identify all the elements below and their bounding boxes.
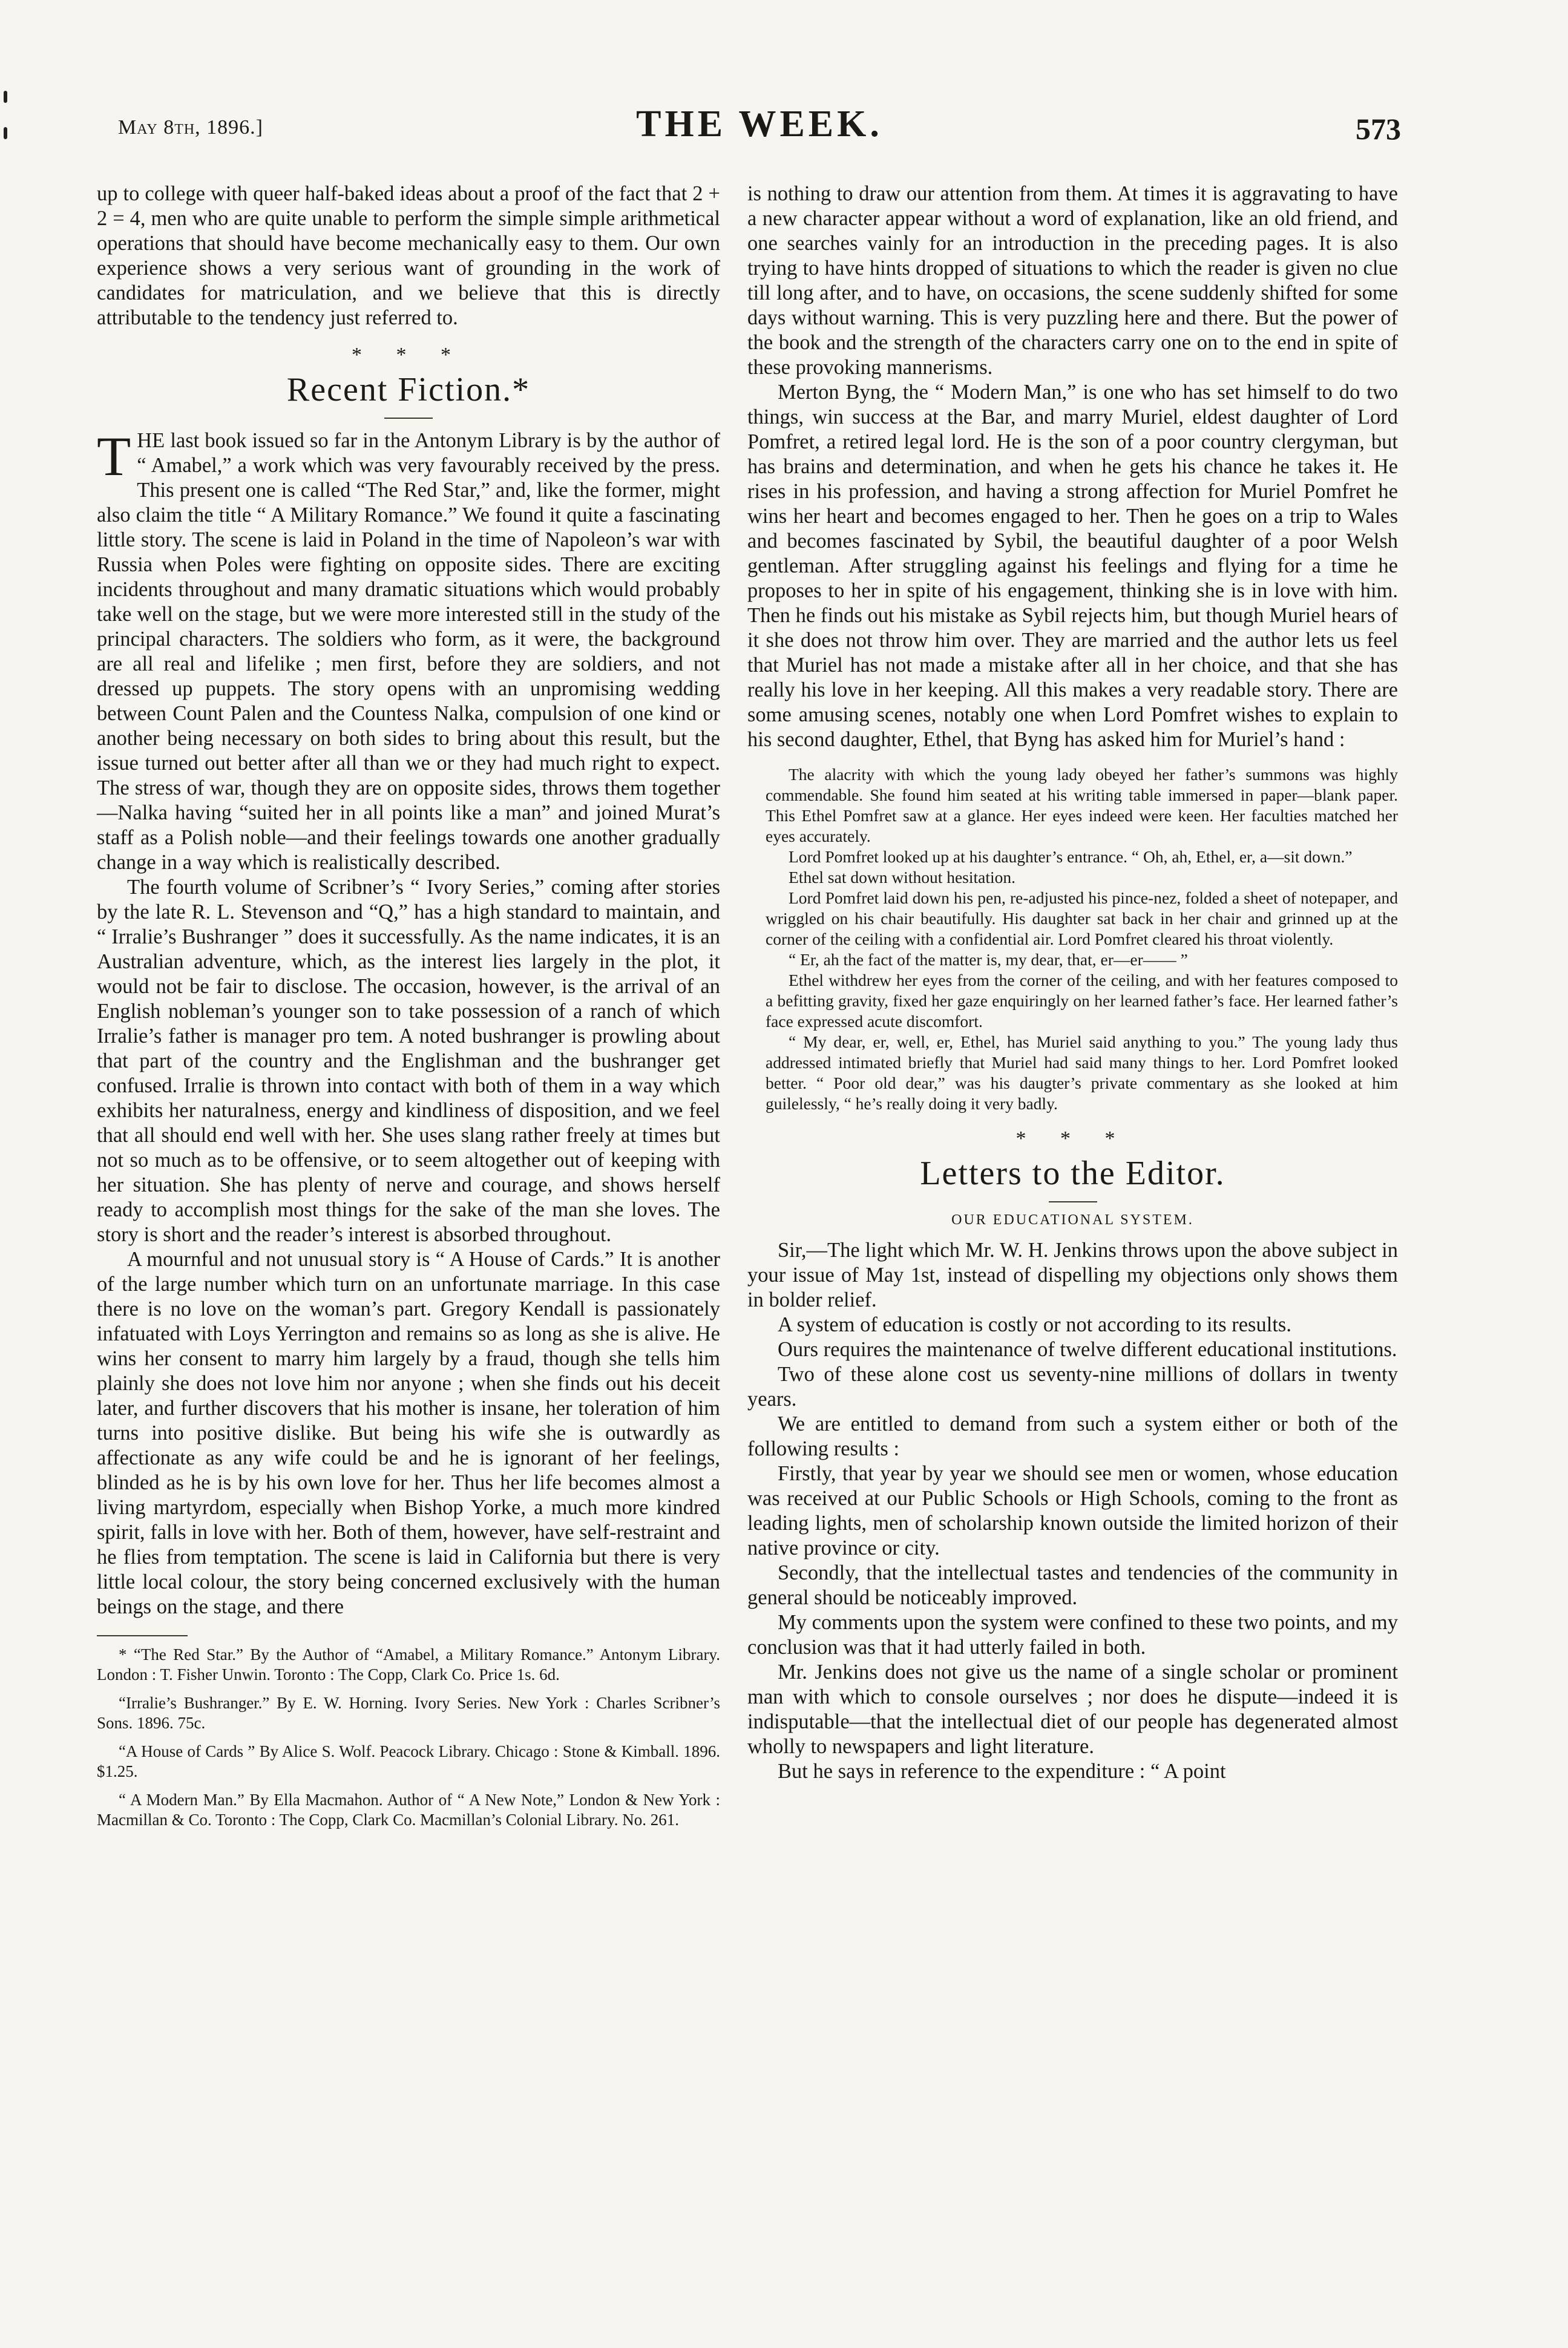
footnote: “A House of Cards ” By Alice S. Wolf. Peacock Library. Chicago : Stone & Kimball. 1896. $1.25. (97, 1742, 720, 1780)
binding-dot (4, 91, 7, 103)
page-header (118, 103, 1401, 157)
section-title-recent-fiction: Recent Fiction.* (286, 371, 531, 408)
masthead-title: THE WEEK. (636, 103, 883, 145)
letter-paragraph: Mr. Jenkins does not give us the name of a single scholar or prominent man with which to console ourselves ; nor does he dispute—indeed it is indisputable—that the intellectual diet of our people has degenerated almost wholly to newspapers and light literature. (747, 1661, 1398, 1758)
section-divider-stars: * * * (352, 344, 465, 366)
left-column (97, 182, 720, 1838)
footnote: “Irralie’s Bushranger.” By E. W. Horning. Ivory Series. New York : Charles Scribner’s Sons. 1896. 75c. (97, 1694, 720, 1732)
letter-paragraph: Secondly, that the intellectual tastes and tendencies of the community in general should be noticeably improved. (747, 1561, 1398, 1609)
footnote-rule (97, 1635, 188, 1636)
quote-paragraph: Ethel withdrew her eyes from the corner of the ceiling, and with her features composed to a befitting gravity, fixed her gaze enquiringly on her learned father’s face. Her learned father’s face expressed acute discomfort. (766, 971, 1398, 1031)
footnote: * “The Red Star.” By the Author of “Amabel, a Military Romance.” Antonym Library. London : T. Fisher Unwin. Toronto : The Copp, Clark Co. Price 1s. 6d. (97, 1645, 720, 1684)
quote-paragraph: “ Er, ah the fact of the matter is, my dear, that, er—er—— ” (789, 950, 1188, 969)
section-divider-stars: * * * (1015, 1127, 1130, 1150)
letter-paragraph: A system of education is costly or not according to its results. (778, 1313, 1291, 1336)
review-paragraph: A mournful and not unusual story is “ A House of Cards.” It is another of the large number which turn on an unfortunate marriage. In this case there is no love on the woman’s part. Gregory Kendall is passionately infatuated with Loys Yerrington and remains so as long as she is alive. He wins her consent to marry him largely by a fraud, though she tells him plainly she does not love him nor anyone ; when she finds out his deceit later, and further discovers that his mother is insane, her toleration of him turns into positive dislike. But being his wife she is outwardly as affectionate as any wife could be and he is ignorant of her feelings, blinded as he is by his own love for her. Thus her life becomes almost a living martyrdom, especially when Bishop Yorke, a much more kindred spirit, falls in love with her. Both of them, however, have self-restraint and he flies from temptation. The scene is laid in California but there is very little local colour, the story being concerned exclusively with the human beings on the stage, and there (97, 1248, 720, 1618)
quote-paragraph: Lord Pomfret looked up at his daughter’s entrance. “ Oh, ah, Ethel, er, a—sit down.” (789, 847, 1353, 866)
intro-paragraph: up to college with queer half-baked ideas about a proof of the fact that 2 + 2 = 4, men who are quite unable to perform the simple simple arithmetical operations that should have become mechanically easy to them. Our own experience shows a very serious want of grounding in the work of candidates for matriculation, and we believe that this is directly attributable to the tendency just referred to. (97, 182, 720, 329)
issue-date: May 8th, 1896.] (118, 116, 264, 139)
letter-paragraph: Sir,—The light which Mr. W. H. Jenkins throws upon the above subject in your issue of May 1st, instead of dispelling my objections only shows them in bolder relief. (747, 1239, 1398, 1311)
review-body (97, 425, 720, 875)
quote-paragraph: The alacrity with which the young lady obeyed her father’s summons was highly commendable. She found him seated at his writing table immersed in paper—blank paper. This Ethel Pomfret saw at a glance. Her eyes indeed were keen. Her faculties matched her eyes accurately. (766, 765, 1398, 845)
section-title-letters: Letters to the Editor. (920, 1155, 1225, 1192)
letter-paragraph: Ours requires the maintenance of twelve different educational institutions. (778, 1338, 1397, 1361)
quote-paragraph: “ My dear, er, well, er, Ethel, has Muriel said anything to you.” The young lady thus addressed intimated briefly that Muriel had said many things to her. Lord Pomfret looked better. “ Poor old dear,” was his daugter’s private commentary as she looked at him guilelessly, “ he’s really doing it very badly. (766, 1032, 1398, 1113)
letter-paragraph: Two of these alone cost us seventy-nine millions of dollars in twenty years. (747, 1363, 1398, 1411)
page-number: 573 (1356, 112, 1401, 146)
quote-paragraph: Ethel sat down without hesitation. (789, 868, 1016, 887)
letter-paragraph: My comments upon the system were confined to these two points, and my conclusion was that it had utterly failed in both. (747, 1611, 1398, 1659)
right-column (747, 182, 1398, 1784)
footnote: “ A Modern Man.” By Ella Macmahon. Author of “ A New Note,” London & New York : Macmillan & Co. Toronto : The Copp, Clark Co. Macmillan’s Colonial Library. No. 261. (97, 1791, 720, 1829)
title-rule (1049, 1201, 1097, 1202)
letter-paragraph: We are entitled to demand from such a system either or both of the following results : (747, 1412, 1398, 1460)
letter-paragraph: Firstly, that year by year we should see men or women, whose education was received at our Public Schools or High Schools, coming to the front as leading lights, men of scholarship known outside the limited horizon of their native province or city. (747, 1462, 1398, 1559)
review-paragraph: is nothing to draw our attention from them. At times it is aggravating to have a new character appear without a word of explanation, like an old friend, and one searches vainly for an introduction in the preceding pages. It is also trying to have hints dropped of situations to which the reader is given no clue till long after, and to have, on occasions, the scene suddenly shifted for some days without warning. This is very puzzling here and there. But the power of the book and the strength of the characters carry one on to the end in spite of these provoking mannerisms. (747, 182, 1398, 379)
review-paragraph: Merton Byng, the “ Modern Man,” is one who has set himself to do two things, win success at the Bar, and marry Muriel, eldest daughter of Lord Pomfret, a retired legal lord. He is the son of a poor country clergyman, but has brains and determination, and when he gets his chance he takes it. He rises in his profession, and having a strong affection for Muriel Pomfret he wins her heart and becomes engaged to her. Then he goes on a trip to Wales and becomes fascinated by Sybil, the beautiful daughter of a poor Welsh gentleman. After struggling against his feelings and flying for a time he proposes to her in spite of his engagement, thinking she is in love with him. Then he finds out his mistake as Sybil rejects him, but though Muriel hears of it she does not throw him over. They are married and the author lets us feel that Muriel has not made a mistake after all in her choice, and that she has really his love in her keeping. All this makes a very readable story. There are some amusing scenes, notably one when Lord Pomfret wishes to explain to his second daughter, Ethel, that Byng has asked him for Muriel’s hand : (747, 381, 1398, 751)
drop-cap: T (97, 425, 131, 487)
letter-paragraph: But he says in reference to the expenditure : “ A point (778, 1760, 1226, 1783)
review-paragraph: The fourth volume of Scribner’s “ Ivory Series,” coming after stories by the late R. L. Stevenson and “Q,” has a high standard to maintain, and “ Irralie’s Bushranger ” does it successfully. As the name indicates, it is an Australian adventure, which, as the interest lies largely in the plot, it would not be fair to disclose. The occasion, however, is the arrival of an English nobleman’s younger son to take possession of a ranch of which Irralie’s father is manager pro tem. A noted bushranger is prowling about that part of the country and the Englishman and the bushranger get confused. Irralie is thrown into contact with both of them in a way which exhibits her naturalness, energy and kindliness of disposition, and we feel that all should end well with her. She uses slang rather freely at times but not so much as to be offensive, or to seem altogether out of keeping with her situation. She has plenty of nerve and courage, and shows herself ready to accomplish most things for the sake of the man she loves. The story is short and the reader’s interest is absorbed throughout. (97, 876, 720, 1246)
footnotes (97, 1645, 720, 1830)
binding-dot (4, 127, 7, 139)
binding-marks (0, 0, 7, 2348)
review-paragraph: HE last book issued so far in the Antonym Library is by the author of “ Amabel,” a work which was very favourably received by the press. This present one is called “The Red Star,” and, like the former, might also claim the title “ A Military Romance.” We found it quite a fascinating little story. The scene is laid in Poland in the time of Napoleon’s war with Russia when Poles were fighting on opposite sides. There are exciting incidents throughout and many dramatic situations which would probably take well on the stage, but we were more interested still in the study of the principal characters. The soldiers who form, as it were, the background are all real and lifelike ; men first, before they are soldiers, and not dressed up puppets. The story opens with an unpromising wedding between Count Palen and the Countess Nalka, compulsion of one kind or another being necessary on both sides to bring about this result, but the issue turned out better after all than we or they had much right to expect. The stress of war, though they are on opposite sides, throws them together—Nalka having “suited her in all points like a man” and joined Murat’s staff as a Polish noble—and their feelings towards one another gradually change in a way which is realistically described. (97, 429, 720, 874)
block-quote (747, 764, 1398, 1114)
letter-subhead: OUR EDUCATIONAL SYSTEM. (951, 1212, 1194, 1228)
quote-paragraph: Lord Pomfret laid down his pen, re-adjusted his pince-nez, folded a sheet of notepaper, and wriggled on his chair beautifully. His daughter sat back in her chair and grinned up at the corner of the ceiling with a confidential air. Lord Pomfret cleared his throat violently. (766, 888, 1398, 948)
title-rule (384, 418, 433, 419)
